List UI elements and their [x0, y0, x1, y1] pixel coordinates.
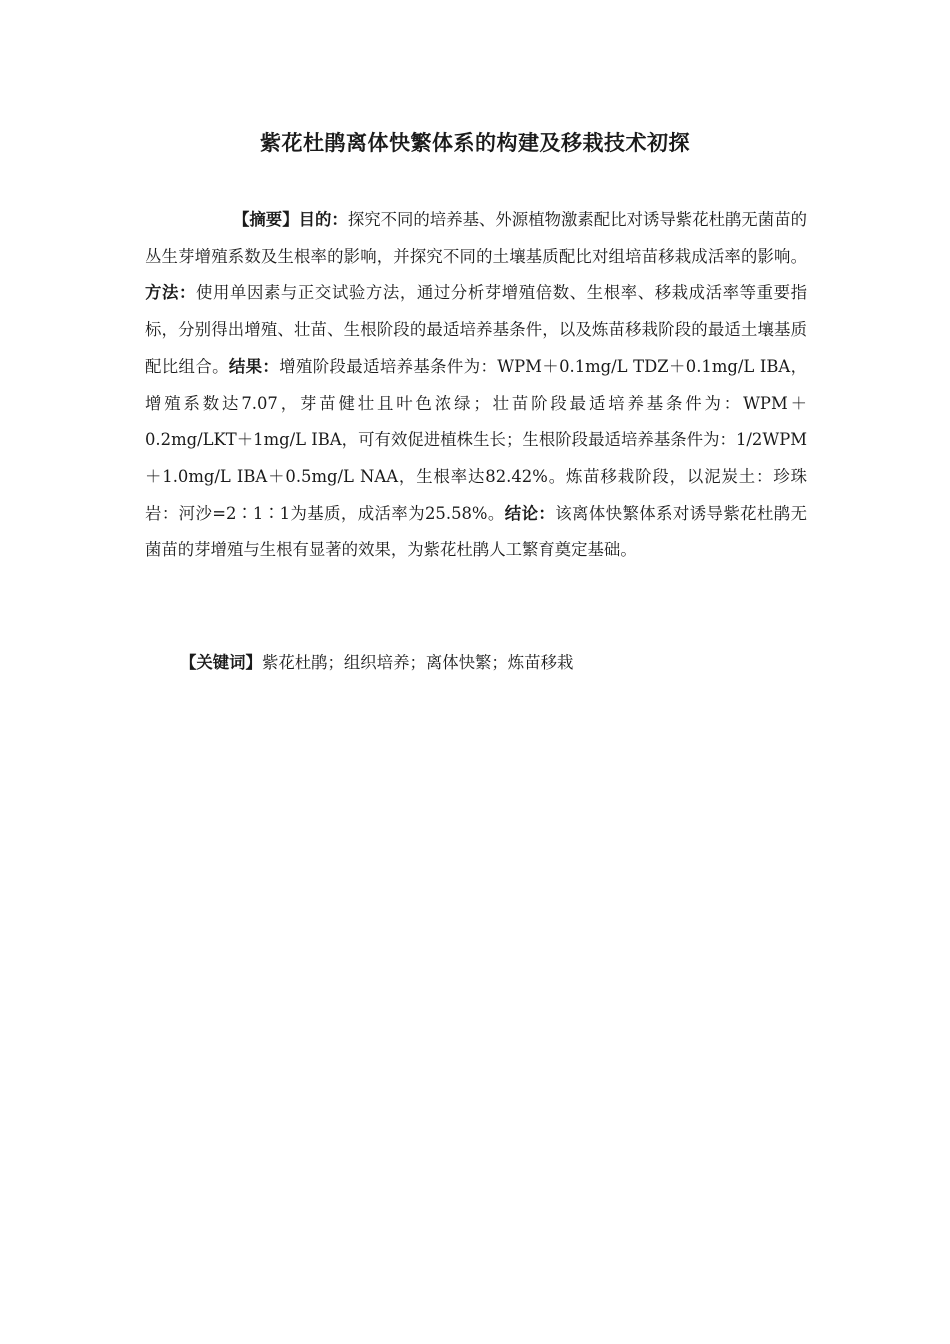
conclusion-label: 结论：: [504, 503, 556, 523]
keywords-line: [180, 648, 820, 678]
keywords-label: 【关键词】: [180, 653, 262, 672]
result-label: 结果：: [228, 356, 280, 376]
conclusion-text: 该离体快繁体系对诱导紫花杜鹃无菌苗的芽增殖与生根有显著的效果，为紫花杜鹃人工繁育奠定基础。: [145, 503, 808, 560]
paper-title: 紫花杜鹃离体快繁体系的构建及移栽技术初探: [260, 131, 690, 155]
method-label: 方法：: [145, 283, 196, 303]
purpose-text: 探究不同的培养基、外源植物激素配比对诱导紫花杜鹃无菌苗的丛生芽增殖系数及生根率的影响，并探究不同的土壤基质配比对组培苗移栽成活率的影响。: [145, 210, 808, 266]
result-text: 增殖阶段最适培养基条件为：WPM＋0.1mg/L TDZ＋0.1mg/L IBA，增殖系数达7.07，芽苗健壮且叶色浓绿；壮苗阶段最适培养基条件为：WPM＋0.2mg/LKT＋1mg/L IBA，可有效促进植株生长；生根阶段最适培养基条件为：1/2WPM＋1.0mg/L IBA＋0.5mg/L NAA，生根率达82.42%。炼苗移栽阶段，以泥炭土：珍珠岩：河沙=2∶1∶1为基质，成活率为25.58%。: [145, 356, 808, 523]
keywords-text: 紫花杜鹃；组织培养；离体快繁；炼苗移栽: [261, 653, 574, 672]
abstract-label: 【摘要】: [233, 210, 299, 229]
abstract-paragraph: [145, 202, 807, 569]
method-text: 使用单因素与正交试验方法，通过分析芽增殖倍数、生根率、移栽成活率等重要指标，分别得出增殖、壮苗、生根阶段的最适培养基条件，以及炼苗移栽阶段的最适土壤基质配比组合。: [145, 283, 808, 376]
purpose-label: 目的：: [298, 210, 348, 229]
